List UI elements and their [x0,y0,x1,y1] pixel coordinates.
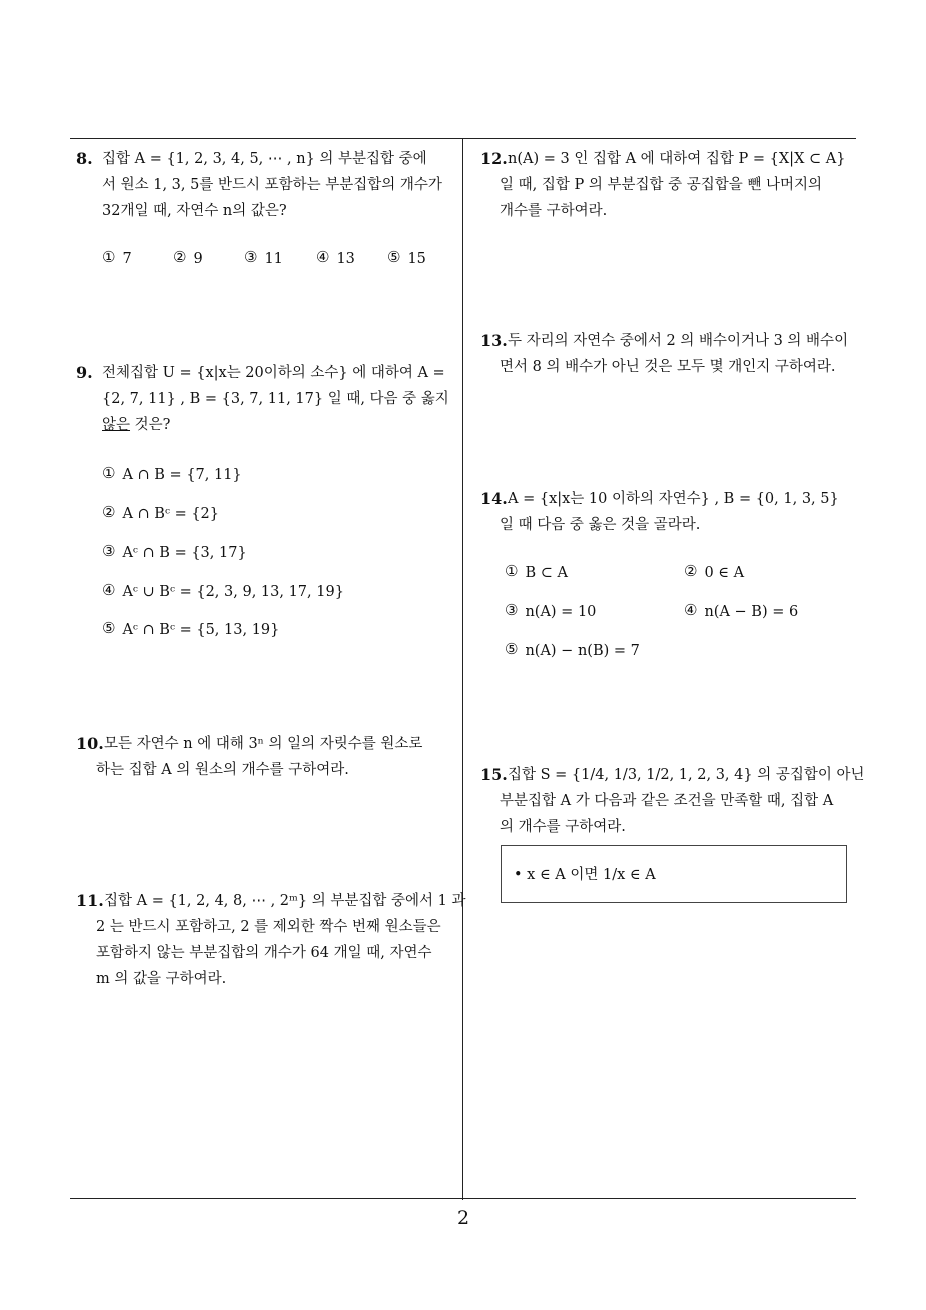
choice-9-5 [102,621,279,638]
choice-9-3 [102,544,247,561]
choice-8-2 [173,250,203,267]
problem-line: 서 원소 1, 3, 5를 반드시 포함하는 부분집합의 개수가 [102,177,442,193]
problem-line: A = {x|x는 10 이하의 자연수} , B = {0, 1, 3, 5} [508,491,839,507]
choice-marker: ④ [102,581,116,599]
problem-line: 면서 8 의 배수가 아닌 것은 모두 몇 개인지 구하여라. [500,359,836,375]
problem-14 [480,486,839,538]
choice-14-5 [505,642,640,659]
choice-text: 11 [264,251,283,267]
choice-14-2 [684,564,744,581]
choice-text: B ⊂ A [525,565,568,581]
choice-text: n(A) = 10 [525,604,597,620]
problem-line: {2, 7, 11} , B = {3, 7, 11, 17} 일 때, 다음 중 옳지 [102,391,449,407]
choice-marker: ① [505,562,519,580]
choice-8-5 [387,250,426,267]
problem-number: 13. [480,331,508,350]
problem-11 [76,888,465,992]
choice-8-1 [102,250,132,267]
choice-marker: ② [173,248,187,266]
problem-line: m 의 값을 구하여라. [96,971,227,987]
top-rule [70,138,856,139]
choice-text: A ∩ B = {7, 11} [122,467,242,483]
choice-9-4 [102,583,344,600]
problem-line: 32개일 때, 자연수 n의 값은? [102,203,287,219]
problem-9 [76,360,449,438]
choice-text: 9 [193,251,203,267]
problem-number: 8. [76,149,93,168]
choice-text: A ∩ Bᶜ = {2} [122,506,220,522]
problem-13 [480,328,848,380]
problem-line: 부분집합 A 가 다음과 같은 조건을 만족할 때, 집합 A [500,793,834,809]
problem-number: 11. [76,891,104,910]
condition-text: • x ∈ A 이면 1/x ∈ A [514,867,656,883]
choice-marker: ⑤ [102,619,116,637]
problem-number: 12. [480,149,508,168]
column-divider [462,138,463,1200]
problem-line: 포함하지 않는 부분집합의 개수가 64 개일 때, 자연수 [96,945,432,961]
problem-line: 2 는 반드시 포함하고, 2 를 제외한 짝수 번째 원소들은 [96,919,441,935]
condition-box [501,845,847,903]
choice-14-1 [505,564,568,581]
choice-8-4 [316,250,355,267]
problem-line-rest: 것은? [130,417,171,433]
problem-number: 15. [480,765,508,784]
choice-marker: ③ [505,601,519,619]
choice-9-2 [102,505,219,522]
problem-line-3 [102,412,449,438]
problem-number: 14. [480,489,508,508]
problem-line: 전체집합 U = {x|x는 20이하의 소수} 에 대하여 A = [102,365,445,381]
problem-number: 9. [76,363,93,382]
choice-9-1 [102,466,242,483]
choice-text: 13 [336,251,355,267]
problem-8 [76,146,442,224]
choice-text: 0 ∈ A [704,565,745,581]
choice-marker: ④ [316,248,330,266]
choice-marker: ② [102,503,116,521]
choice-text: Aᶜ ∩ B = {3, 17} [122,545,247,561]
problem-line: 개수를 구하여라. [500,203,608,219]
choice-14-3 [505,603,596,620]
choice-marker: ① [102,464,116,482]
choice-8-3 [244,250,283,267]
choice-14-4 [684,603,798,620]
choice-marker: ① [102,248,116,266]
choice-marker: ⑤ [505,640,519,658]
underlined-word: 않은 [102,417,131,433]
choice-text: Aᶜ ∩ Bᶜ = {5, 13, 19} [122,622,280,638]
problem-line: 집합 A = {1, 2, 4, 8, ⋯ , 2ᵐ} 의 부분집합 중에서 1 과 [104,893,466,909]
problem-line: 일 때, 집합 P 의 부분집합 중 공집합을 뺀 나머지의 [500,177,822,193]
choice-text: Aᶜ ∪ Bᶜ = {2, 3, 9, 13, 17, 19} [122,584,344,600]
problem-12 [480,146,845,224]
problem-line: n(A) = 3 인 집합 A 에 대하여 집합 P = {X|X ⊂ A} [508,151,846,167]
choice-marker: ③ [102,542,116,560]
problem-line: 두 자리의 자연수 중에서 2 의 배수이거나 3 의 배수이 [508,333,849,349]
choice-marker: ③ [244,248,258,266]
problem-line: 모든 자연수 n 에 대해 3ⁿ 의 일의 자릿수를 원소로 [104,736,423,752]
problem-line: 하는 집합 A 의 원소의 개수를 구하여라. [96,762,349,778]
choice-marker: ⑤ [387,248,401,266]
choice-text: n(A) − n(B) = 7 [525,643,640,659]
choice-text: 7 [122,251,132,267]
problem-line: 일 때 다음 중 옳은 것을 골라라. [500,517,701,533]
choice-text: 15 [407,251,426,267]
problem-10 [76,731,422,783]
problem-line: 의 개수를 구하여라. [500,819,626,835]
choice-marker: ④ [684,601,698,619]
page-number: 2 [456,1207,470,1229]
problem-line: 집합 S = {1/4, 1/3, 1/2, 1, 2, 3, 4} 의 공집합이 아닌 [508,767,865,783]
problem-line: 집합 A = {1, 2, 3, 4, 5, ⋯ , n} 의 부분집합 중에 [102,151,427,167]
problem-15 [480,762,864,840]
choice-text: n(A − B) = 6 [704,604,799,620]
choice-marker: ② [684,562,698,580]
bottom-rule [70,1198,856,1199]
problem-number: 10. [76,734,104,753]
